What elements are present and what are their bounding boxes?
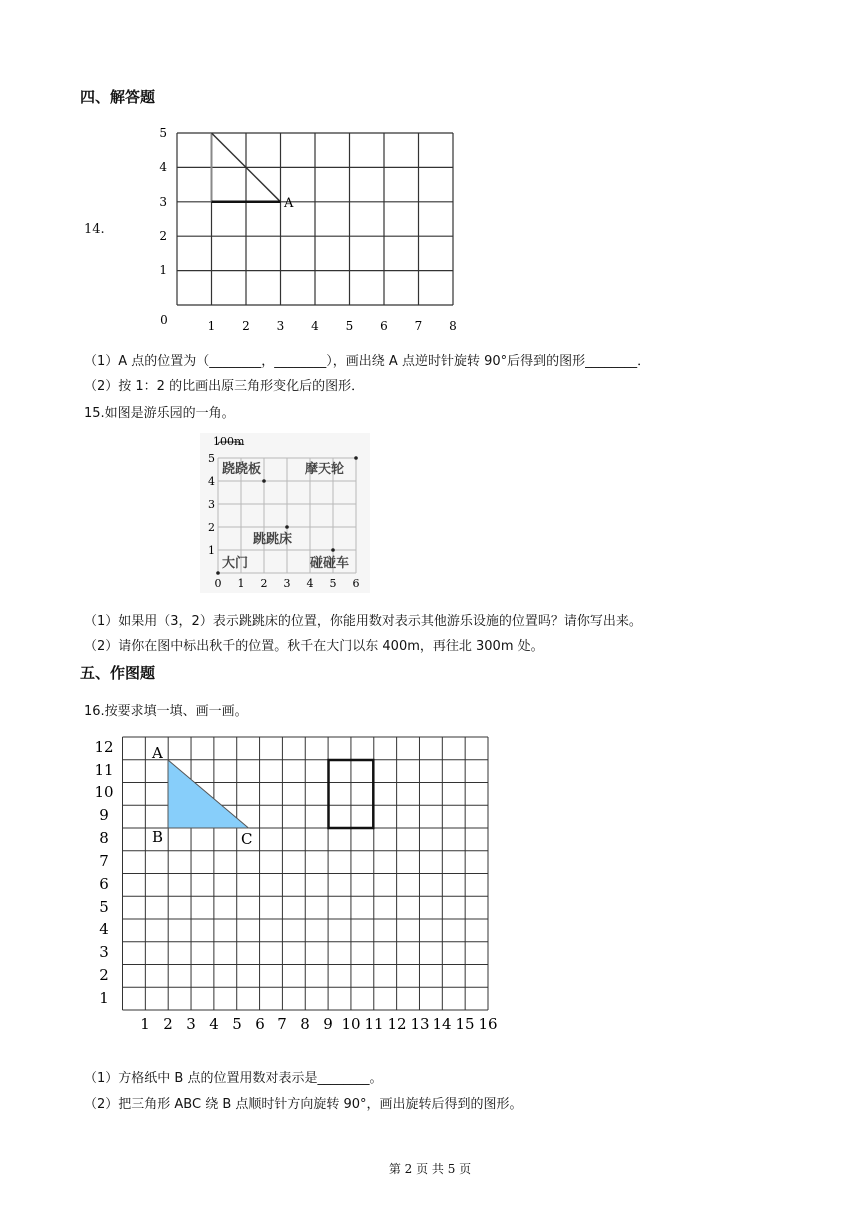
x-tick-label: 1 [237, 577, 245, 590]
scale-label: 100m [213, 435, 245, 448]
point-a-label: A [284, 196, 294, 211]
q16-y-axis-labels [94, 738, 113, 1007]
q14-sub-question-2: （2）按 1：2 的比画出原三角形变化后的图形． [84, 379, 365, 394]
y-tick-label: 4 [208, 475, 215, 488]
x-tick-label: 3 [186, 1015, 196, 1033]
section-title: 五、作图题 [80, 664, 156, 682]
y-tick-label: 8 [99, 829, 109, 847]
x-tick-label: 0 [214, 577, 222, 590]
y-tick-label: 4 [159, 160, 167, 174]
x-tick-label: 4 [209, 1015, 219, 1033]
q14-x-axis-labels [160, 313, 457, 333]
y-tick-label: 1 [99, 989, 109, 1007]
y-tick-label: 2 [99, 966, 109, 984]
y-tick-label: 9 [99, 806, 109, 824]
x-tick-label: 4 [311, 319, 319, 333]
bumper-cars-label: 碰碰车 [310, 556, 350, 571]
vertex-a-label: A [152, 744, 163, 762]
q15-intro: 15.如图是游乐园的一角。 [84, 406, 235, 421]
x-tick-label: 13 [410, 1015, 430, 1033]
x-tick-label: 6 [352, 577, 360, 590]
q14-grid-lines [177, 133, 453, 305]
y-tick-label: 7 [99, 852, 109, 870]
q15-sub-question-2: （2）请你在图中标出秋千的位置。秋千在大门以东 400m，再往北 300m 处。 [84, 639, 544, 654]
x-tick-label: 7 [414, 319, 423, 333]
q16-intro: 16.按要求填一填、画一画。 [84, 704, 248, 719]
x-tick-label: 1 [207, 319, 216, 333]
x-tick-label: 8 [449, 319, 457, 333]
x-tick-label: 16 [478, 1015, 498, 1033]
q16-sub-question-1: （1）方格纸中 B 点的位置用数对表示是________。 [84, 1071, 383, 1086]
y-tick-label: 11 [94, 761, 114, 779]
y-tick-label: 3 [208, 498, 215, 511]
y-tick-label: 3 [99, 943, 109, 961]
y-tick-label: 5 [99, 898, 109, 916]
vertex-b-label: B [152, 828, 164, 846]
x-tick-label: 6 [380, 319, 388, 333]
x-tick-label: 4 [306, 577, 314, 590]
x-tick-label: 0 [160, 313, 168, 327]
vertex-c-label: C [241, 830, 253, 848]
y-tick-label: 10 [94, 783, 114, 801]
y-tick-label: 5 [159, 126, 167, 140]
x-tick-label: 10 [341, 1015, 361, 1033]
seesaw-label: 跷跷板 [222, 462, 262, 477]
x-tick-label: 12 [387, 1015, 407, 1033]
y-tick-label: 5 [208, 452, 215, 465]
x-tick-label: 1 [140, 1015, 150, 1033]
bumper-cars-point [331, 548, 335, 552]
seesaw-point [262, 479, 266, 483]
y-tick-label: 1 [208, 544, 215, 557]
x-tick-label: 7 [277, 1015, 287, 1033]
x-tick-label: 2 [242, 319, 250, 333]
x-tick-label: 6 [255, 1015, 265, 1033]
question-number: 14. [84, 222, 105, 237]
y-tick-label: 12 [94, 738, 114, 756]
x-tick-label: 8 [300, 1015, 310, 1033]
q14-sub-question-1: （1）A 点的位置为（________，________），画出绕 A 点逆时针旋转 90°后得到的图形________． [84, 354, 651, 369]
trampoline-point [285, 525, 289, 529]
x-tick-label: 5 [329, 577, 337, 590]
section-title: 四、解答题 [80, 88, 156, 106]
q16-grid-figure [88, 730, 508, 1040]
x-tick-label: 15 [455, 1015, 475, 1033]
x-tick-label: 2 [260, 577, 268, 590]
trampoline-label: 跳跳床 [253, 532, 293, 547]
q16-sub-question-2: （2）把三角形 ABC 绕 B 点顺时针方向旋转 90°，画出旋转后得到的图形。 [84, 1097, 523, 1112]
ferris-wheel-label: 摩天轮 [305, 462, 345, 477]
q14-y-axis-labels [159, 126, 167, 277]
x-tick-label: 11 [364, 1015, 384, 1033]
q16-x-axis-labels [140, 1015, 497, 1033]
q14-grid-figure [150, 125, 470, 340]
y-tick-label: 3 [159, 195, 167, 209]
y-tick-label: 4 [99, 920, 109, 938]
x-tick-label: 3 [276, 319, 285, 333]
gate-label: 大门 [222, 556, 249, 571]
y-tick-label: 1 [159, 263, 167, 277]
gate-point [216, 571, 220, 575]
x-tick-label: 2 [163, 1015, 173, 1033]
q15-sub-question-1: （1）如果用（3，2）表示跳跳床的位置，你能用数对表示其他游乐设施的位置吗？请你写出来。 [84, 614, 642, 629]
x-tick-label: 3 [283, 577, 291, 590]
y-tick-label: 2 [208, 521, 215, 534]
x-tick-label: 5 [345, 319, 354, 333]
x-tick-label: 5 [232, 1015, 242, 1033]
park-map-figure [200, 433, 370, 593]
x-tick-label: 14 [432, 1015, 452, 1033]
ferris-wheel-point [354, 456, 358, 460]
y-tick-label: 2 [159, 229, 167, 243]
x-tick-label: 9 [323, 1015, 333, 1033]
y-tick-label: 6 [99, 875, 109, 893]
page-footer: 第 2 页 共 5 页 [388, 1162, 472, 1176]
